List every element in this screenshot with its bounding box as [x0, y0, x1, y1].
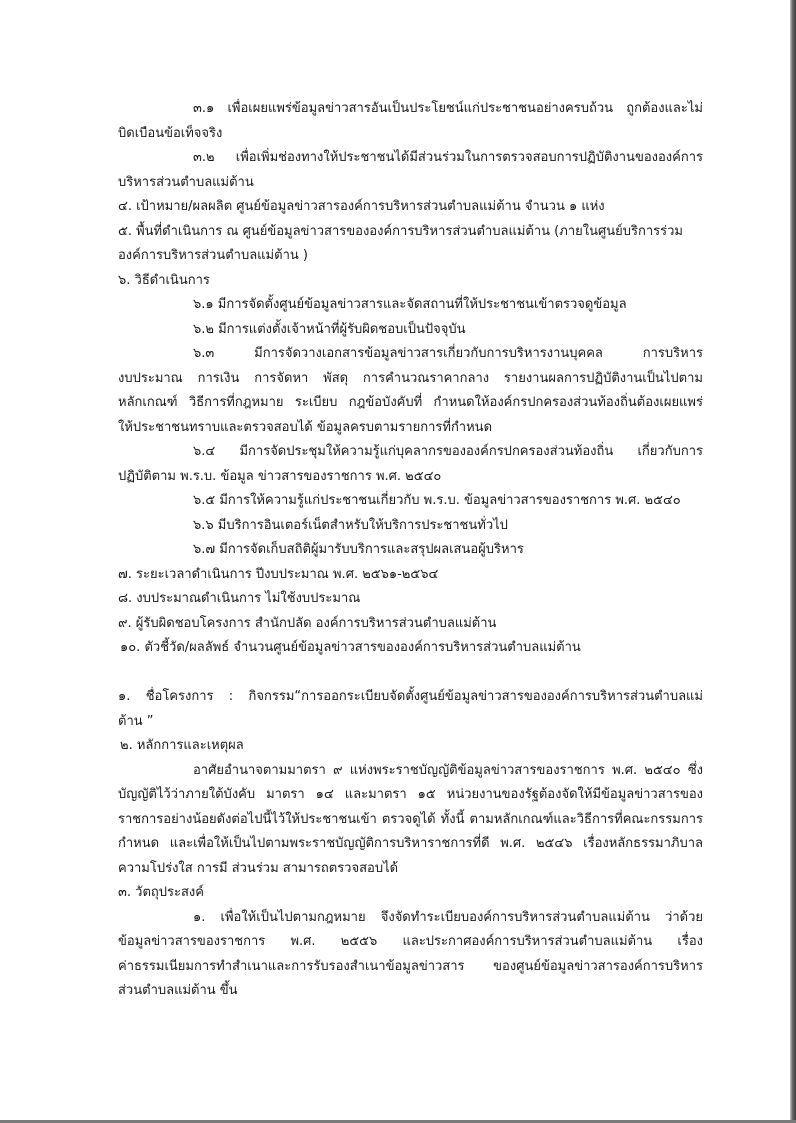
text-line: ๔. เป้าหมาย/ผลผลิต ศูนย์ข้อมูลข่าวสารองค์การบริหารส่วนตำบลแม่ต้าน จำนวน ๑ แห่ง	[118, 199, 605, 214]
text-line: ๘. งบประมาณดำเนินการ ไม่ใช้งบประมาณ	[118, 591, 361, 606]
text-line: ๖.๖ มีบริการอินเตอร์เน็ตสำหรับให้บริการประชาชนทั่วไป	[193, 517, 508, 533]
page-edge-shadow	[790, 0, 796, 1123]
text-line: ข้อมูลข่าวสารของราชการ พ.ศ. ๒๕๕๖ และประกาศองค์การบริหารส่วนตำบลแม่ต้าน เรื่อง	[118, 934, 703, 949]
text-line: ๖.๒ มีการแต่งตั้งเจ้าหน้าที่ผู้รับผิดชอบเป็นปัจจุบัน	[193, 321, 466, 337]
text-line: ๖.๓ มีการจัดวางเอกสารข้อมูลข่าวสารเกี่ยวกับการบริหารงานบุคคล การบริหาร	[193, 346, 703, 361]
text-line: ความโปร่งใส การมี ส่วนร่วม สามารถตรวจสอบได้	[118, 860, 399, 876]
text-line: ราชการอย่างน้อยดังต่อไปนี้ไว้ให้ประชาชนเข้า ตรวจดูได้ ทั้งนี้ ตามหลักเกณฑ์และวิธีการที่คณะกรรมการ	[118, 811, 703, 827]
text-line: ๖.๕ มีการให้ความรู้แก่ประชาชนเกี่ยวกับ พ.ร.บ. ข้อมูลข่าวสารของราชการ พ.ศ. ๒๕๔๐	[193, 493, 681, 508]
section-heading: ๒. หลักการและเหตุผล	[120, 738, 244, 753]
text-line: หลักเกณฑ์ วิธีการที่กฎหมาย ระเบียบ กฎข้อบังคับที่ กำหนดให้องค์กรปกครองส่วนท้องถิ่นต้องเผยแพร่	[118, 395, 703, 410]
section-heading: ๖. วิธีดำเนินการ	[118, 272, 210, 288]
text-line: ค่าธรรมเนียมการทำสำเนาและการรับรองสำเนาข้อมูลข่าวสาร ของศูนย์ข้อมูลข่าวสารองค์การบริหาร	[118, 958, 703, 974]
text-line: ส่วนตำบลแม่ต้าน ขึ้น	[118, 983, 238, 998]
text-line: องค์การบริหารส่วนตำบลแม่ต้าน )	[118, 248, 308, 263]
text-line: กำหนด และเพื่อให้เป็นไปตามพระราชบัญญัติการบริหาราชการที่ดี พ.ศ. ๒๕๔๖ เรื่องหลักธรรมาภิบาล	[118, 836, 703, 851]
text-line: ๑. เพื่อให้เป็นไปตามกฎหมาย จึงจัดทำระเบียบองค์การบริหารส่วนตำบลแม่ต้าน ว่าด้วย	[193, 909, 703, 925]
section-heading: ๓. วัตถุประสงค์	[118, 885, 204, 900]
text-line: ๖.๗ มีการจัดเก็บสถิติผู้มารับบริการและสรุปผลเสนอผู้บริหาร	[193, 542, 524, 557]
text-line: ให้ประชาชนทราบและตรวจสอบได้ ข้อมูลครบตามรายการที่กำหนด	[118, 419, 493, 435]
text-line: ปฏิบัติตาม พ.ร.บ. ข้อมูล ข่าวสารของราชการ พ.ศ. ๒๕๔๐	[118, 468, 442, 484]
text-line: ๕. พื้นที่ดำเนินการ ณ ศูนย์ข้อมูลข่าวสารขององค์การบริหารส่วนตำบลแม่ต้าน (ภายในศูนย์บริการร่วม	[118, 223, 683, 239]
text-line: ต้าน ”	[118, 713, 154, 729]
text-line: ๓.๒ เพื่อเพิ่มช่องทางให้ประชาชนได้มีส่วนร่วมในการตรวจสอบการปฏิบัติงานขององค์การ	[193, 150, 703, 165]
text-line: ๖.๑ มีการจัดตั้งศูนย์ข้อมูลข่าวสารและจัดสถานที่ให้ประชาชนเข้าตรวจดูข้อมูล	[193, 297, 627, 312]
text-line: ๓.๑ เพื่อเผยแพร่ข้อมูลข่าวสารอันเป็นประโยชน์แก่ประชาชนอย่างครบถ้วน ถูกต้องและไม่	[193, 101, 703, 116]
text-line: บิดเบือนข้อเท็จจริง	[118, 125, 223, 141]
project-title-line: ๑. ชื่อโครงการ : กิจกรรม“การออกระเบียบจัดตั้งศูนย์ข้อมูลข่าวสารขององค์การบริหารส่วนตำบลแม่	[118, 689, 703, 704]
text-line: ๗. ระยะเวลาดำเนินการ ปีงบประมาณ พ.ศ. ๒๕๖๑-๒๕๖๔	[118, 566, 439, 582]
blank-line	[118, 661, 703, 686]
text-line: งบประมาณ การเงิน การจัดหา พัสดุ การคำนวณราคากลาง รายงานผลการปฏิบัติงานเป็นไปตาม	[118, 370, 703, 386]
document-body	[118, 97, 703, 1004]
text-line: ๖.๔ มีการจัดประชุมให้ความรู้แก่บุคลากรขององค์กรปกครองส่วนท้องถิ่น เกี่ยวกับการ	[193, 444, 703, 459]
text-line: บัญญัติไว้ว่าภายใต้บังคับ มาตรา ๑๔ และมาตรา ๑๕ หน่วยงานของรัฐต้องจัดให้มีข้อมูลข่าวสารของ	[118, 787, 703, 802]
text-line: บริหารส่วนตำบลแม่ต้าน	[118, 174, 254, 190]
text-line: ๙. ผู้รับผิดชอบโครงการ สำนักปลัด องค์การบริหารส่วนตำบลแม่ต้าน	[118, 615, 497, 631]
text-line: ๑๐. ตัวชี้วัด/ผลลัพธ์ จำนวนศูนย์ข้อมูลข่าวสารขององค์การบริหารส่วนตำบลแม่ต้าน	[120, 640, 581, 655]
text-line: อาศัยอำนาจตามมาตรา ๙ แห่งพระราชบัญญัติข้อมูลข่าวสารของราชการ พ.ศ. ๒๕๔๐ ซึ่ง	[193, 762, 703, 778]
